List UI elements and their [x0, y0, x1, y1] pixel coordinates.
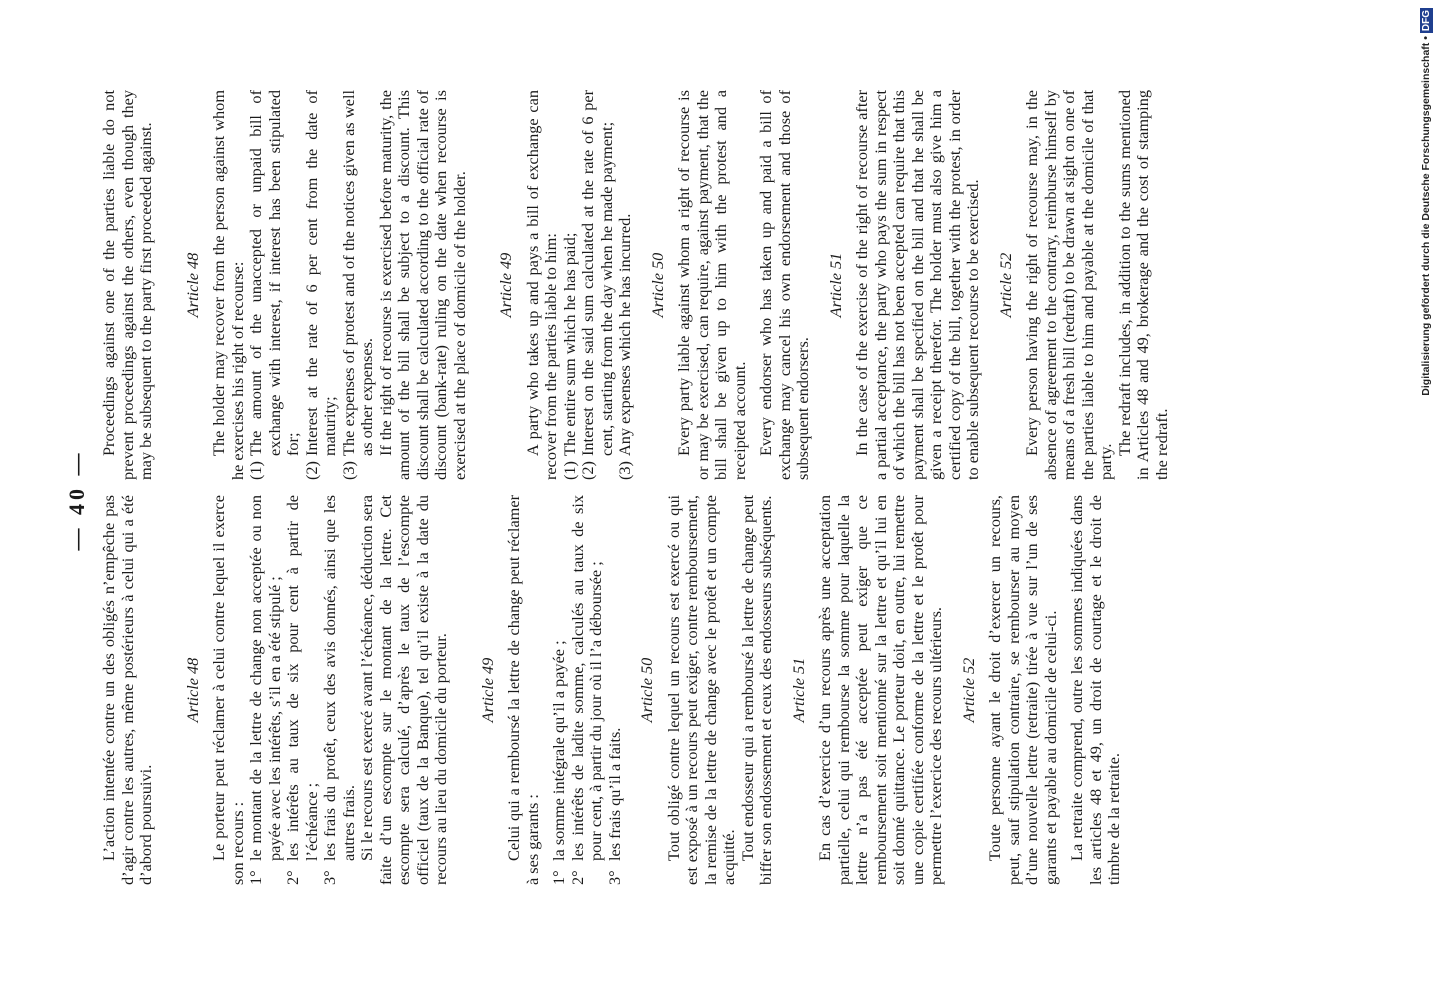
- english-article-48-paragraph-2: If the right of recourse is exercised before maturity, the amount of the bill shall be subject to a discount. This discount shall be calculated according to the official rate of discount (bank-rate) ruling on the date when recourse is exercised at the place of domicile of the holder.: [375, 90, 469, 480]
- english-article-49-lead: A party who takes up and pays a bill of exchange can recover from the parties liable to him:: [522, 90, 560, 480]
- list-item: 3° les frais qu’il a faits.: [604, 727, 624, 885]
- english-article-51-heading: Article 51: [825, 252, 845, 318]
- english-article-48-lead: The holder may recover from the person against whom he exercises his right of recourse:: [209, 90, 247, 480]
- list-item: 1° le montant de la lettre de change non acceptée ou non payée avec les intérêts, s’il en a été stipulé ;: [246, 495, 284, 885]
- english-article-50-paragraph-1: Every party liable against whom a right of recourse is or may be exercised, can require, against payment, that the bill shall be given up to him with the protest and a receipted account.: [674, 90, 749, 480]
- list-item: (2) Interest at the rate of 6 per cent from the date of maturity;: [301, 90, 339, 480]
- french-article-51-heading: Article 51: [788, 657, 808, 723]
- french-article-48-paragraph-2: Si le recours est exercé avant l’échéance, déduction sera faite d’un escompte sur le montant de la lettre. Cet escompte sera calculé, d’après le taux de l’escompte officiel (taux de la Banque), tel qu’il existe à la date du recours au lieu du domicile du porteur.: [357, 495, 450, 885]
- french-article-49-lead: Celui qui a remboursé la lettre de change peut réclamer à ses garants :: [504, 495, 542, 885]
- french-column: [100, 495, 1124, 885]
- dfg-logo-icon: DFG: [1420, 10, 1432, 32]
- list-item: (1) The amount of the unaccepted or unpaid bill of exchange with interest, if interest has been stipulated for;: [246, 90, 302, 480]
- french-article-52-paragraph-1: Toute personne ayant le droit d’exercer un recours, peut, sauf stipulation contraire, se rembourser au moyen d’une nouvelle lettre (retraite) tirée à vue sur l’un de ses garants et payable au domicile de celui-ci.: [985, 495, 1060, 885]
- digitization-credit-text: Digitalisierung gefördert durch die Deutsche Forschungsgemeinschaft •: [1420, 36, 1432, 396]
- english-column: [100, 90, 1171, 480]
- english-article-49-list: [561, 90, 635, 480]
- french-article-50-paragraph-2: Tout endosseur qui a remboursé la lettre de change peut biffer son endossement et ceux des endosseurs subséquents.: [737, 495, 775, 885]
- english-article-51-paragraph-1: In the case of the exercise of the right of recourse after a partial acceptance, the party who pays the sum in respect of which the bill has not been accepted can require that this payment shall be specified on the bill and that he shall be given a receipt therefor. The holder must also give him a certified copy of the bill, together with the protest, in order to enable subsequent recourse to be exercised.: [852, 90, 982, 480]
- french-article-48-list: [247, 495, 358, 885]
- digitization-credit: [1418, 8, 1434, 988]
- list-item: (3) Any expenses which he has incurred.: [615, 213, 634, 480]
- english-article-49-heading: Article 49: [496, 252, 515, 318]
- french-article-51-paragraph-1: En cas d’exercice d’un recours après une acceptation partielle, celui qui rembourse la somme pour laquelle la lettre n’a pas été acceptée peut exiger que ce remboursement soit mentionné sur la lettre et qu’il lui en soit donné quittance. Le porteur doit, en outre, lui remettre une copie certifiée conforme de la lettre et le protêt pour permettre l’exercice des recours ultérieurs.: [815, 495, 945, 885]
- english-article-52-paragraph-2: The redraft includes, in addition to the sums mentioned in Articles 48 and 49, brokerage and the cost of stamping the redraft.: [1114, 90, 1171, 480]
- french-article-48-heading: Article 48: [182, 657, 202, 723]
- list-item: 2° les intérêts de ladite somme, calculés au taux de six pour cent, à partir du jour où il l’a déboursée ;: [567, 495, 605, 885]
- list-item: (1) The entire sum which he has paid;: [559, 232, 579, 480]
- french-article-49-list: [550, 495, 624, 885]
- french-intro-paragraph: L’action intentée contre un des obligés n’empêche pas d’agir contre les autres, même postérieurs à celui qui a été d’abord poursuivi.: [99, 495, 155, 885]
- page-number: — 40 —: [64, 449, 89, 551]
- english-article-48-heading: Article 48: [182, 252, 202, 318]
- french-article-50-heading: Article 50: [637, 657, 656, 723]
- english-intro-paragraph: Proceedings against one of the parties liable do not prevent proceedings against the others, even though they may be subsequent to the party first proceeded against.: [99, 90, 155, 480]
- english-article-48-list: [247, 90, 377, 480]
- english-article-50-heading: Article 50: [647, 252, 667, 318]
- english-article-52-paragraph-1: Every person having the right of recourse may, in the absence of agreement to the contrary, reimburse himself by means of a fresh bill (redraft) to be drawn at sight on one of the parties liable to him and payable at the domicile of that party.: [1022, 90, 1115, 480]
- list-item: 1° la somme intégrale qu’il a payée ;: [549, 640, 568, 885]
- list-item: (2) Interest on the said sum calculated at the rate of 6 per cent, starting from the day when he made payment;: [578, 90, 616, 480]
- french-article-52-heading: Article 52: [958, 657, 978, 723]
- french-article-49-heading: Article 49: [477, 657, 497, 723]
- english-article-50-paragraph-2: Every endorser who has taken up and paid a bill of exchange may cancel his own endorsement and those of subsequent endorsers.: [756, 90, 812, 480]
- french-article-50-paragraph-1: Tout obligé contre lequel un recours est exercé ou qui est exposé à un recours peut exiger, contre remboursement, la remise de la lettre de change avec le protêt et un compte acquitté.: [663, 495, 738, 885]
- list-item: 2° les intérêts au taux de six pour cent à partir de l’échéance ;: [283, 495, 321, 885]
- french-article-48-lead: Le porteur peut réclamer à celui contre lequel il exerce son recours :: [209, 495, 247, 885]
- list-item: 3° les frais du protêt, ceux des avis donnés, ainsi que les autres frais.: [320, 495, 358, 885]
- french-article-52-paragraph-2: La retraite comprend, outre les sommes indiquées dans les articles 48 et 49, un droit de courtage et le droit de timbre de la retraite.: [1067, 495, 1123, 885]
- english-article-52-heading: Article 52: [995, 252, 1015, 318]
- list-item: (3) The expenses of protest and of the notices given as well as other expenses.: [338, 90, 376, 480]
